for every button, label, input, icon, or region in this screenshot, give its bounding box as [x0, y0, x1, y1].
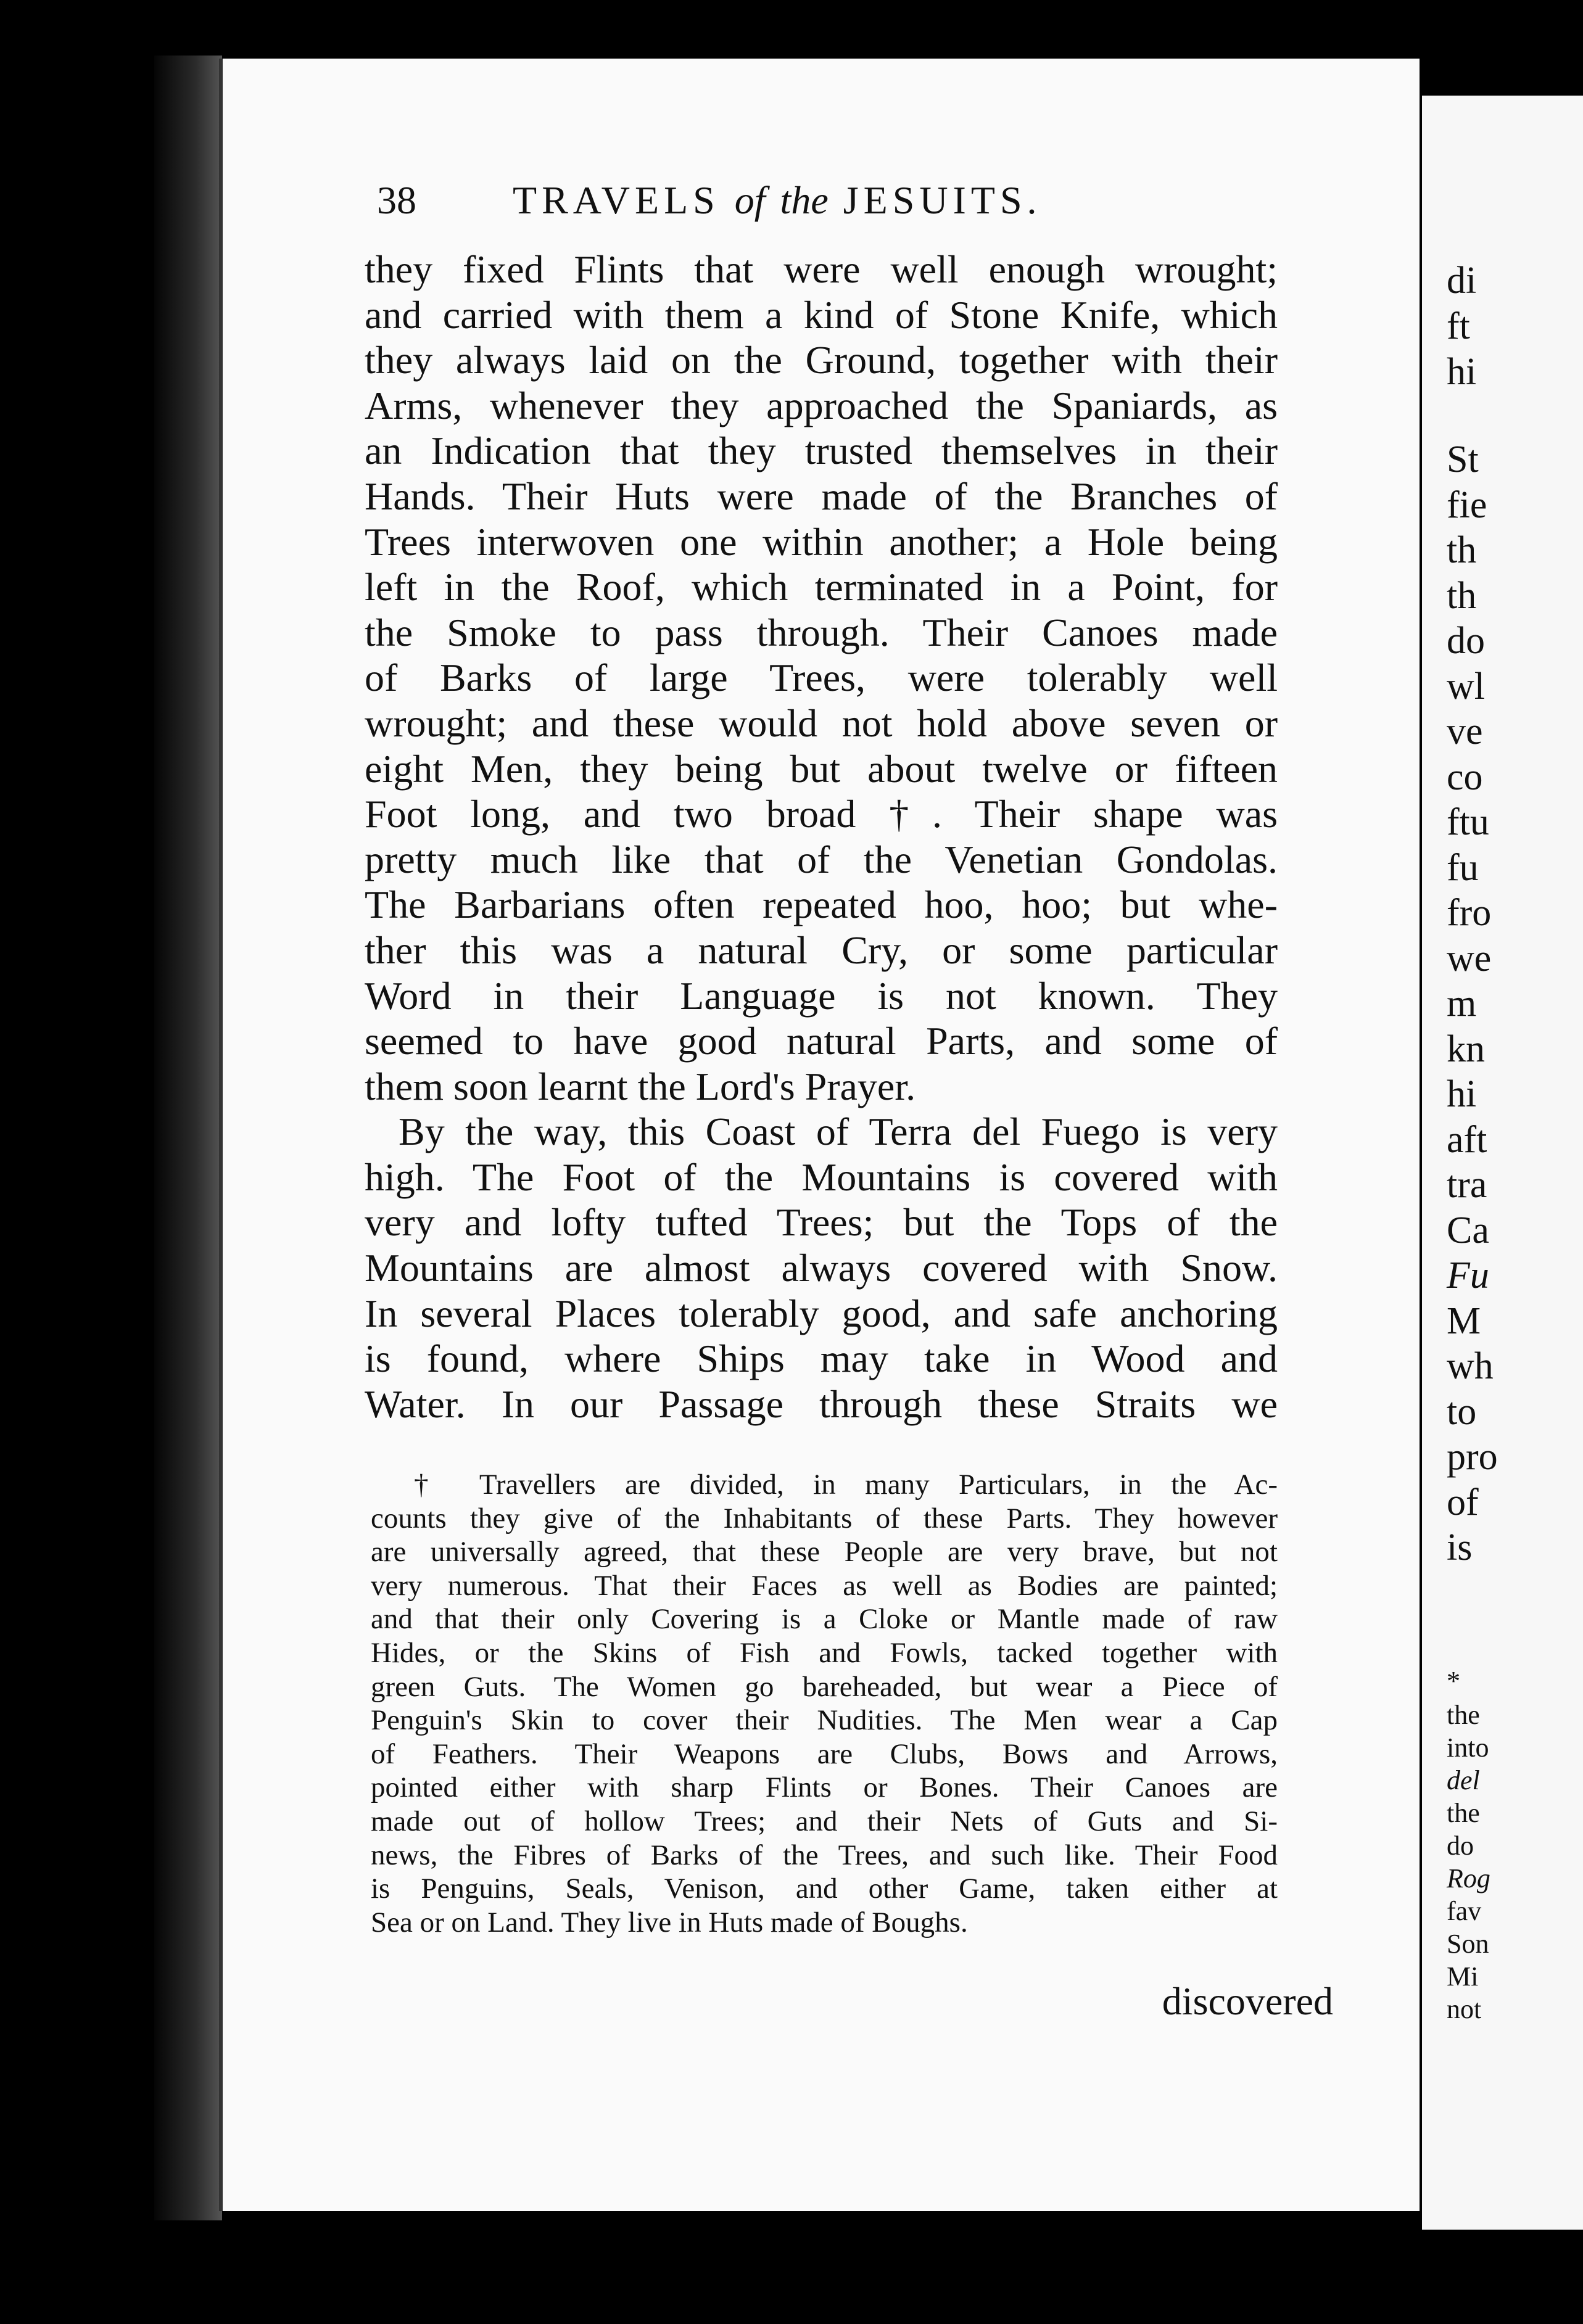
right-page-fragment: the	[1447, 1700, 1480, 1730]
footnote-line: is Penguins, Seals, Venison, and other Game, taken either at	[371, 1873, 1278, 1905]
body-line: very and lofty tufted Trees; but the Tops of the	[365, 1200, 1278, 1245]
body-line: they fixed Flints that were well enough wrought;	[365, 247, 1278, 291]
body-line: wrought; and these would not hold above seven or	[365, 701, 1278, 745]
footnote-line: † Travellers are divided, in many Particulars, in the Ac-	[414, 1469, 1278, 1501]
body-line: they always laid on the Ground, together with their	[365, 338, 1278, 382]
body-line: them soon learnt the Lord's Prayer.	[365, 1064, 916, 1108]
right-page-fragment: Fu	[1447, 1255, 1489, 1296]
right-page-fragment: ve	[1447, 711, 1483, 752]
right-page-fragment: fro	[1447, 892, 1492, 934]
right-page-fragment: wh	[1447, 1345, 1494, 1387]
footnote-line: news, the Fibres of Barks of the Trees, and such like. Their Food	[371, 1839, 1278, 1871]
body-line: eight Men, they being but about twelve or fifteen	[365, 746, 1278, 791]
body-line: and carried with them a kind of Stone Knife, which	[365, 292, 1278, 337]
right-page-fragment: fav	[1447, 1896, 1482, 1926]
body-line: high. The Foot of the Mountains is covered with	[365, 1155, 1278, 1199]
right-page-fragment: fu	[1447, 846, 1479, 889]
running-header	[377, 170, 1339, 237]
running-title	[513, 170, 1042, 231]
right-page-fragment: Rog	[1447, 1863, 1490, 1893]
footnote-line: Sea or on Land. They live in Huts made of Boughs.	[371, 1906, 968, 1939]
body-line: Foot long, and two broad †. Their shape was	[365, 792, 1278, 836]
running-title-the: the	[780, 178, 829, 222]
book-binding-edge	[154, 56, 222, 2220]
right-page-fragment: del	[1447, 1765, 1480, 1795]
right-page-fragment: th	[1447, 574, 1477, 617]
right-page-fragment: to	[1447, 1390, 1477, 1433]
catchword: discovered	[1162, 1979, 1333, 2023]
body-line: is found, where Ships may take in Wood and	[365, 1337, 1278, 1381]
body-line: ther this was a natural Cry, or some particular	[365, 928, 1278, 972]
right-page-fragment: Son	[1447, 1929, 1489, 1959]
running-title-main: TRAVELS	[513, 178, 720, 222]
right-page-fragment: kn	[1447, 1028, 1485, 1070]
body-line: of Barks of large Trees, were tolerably well	[365, 656, 1278, 700]
body-line: Word in their Language is not known. They	[365, 973, 1278, 1018]
right-page-fragment: do	[1447, 620, 1485, 662]
right-page-fragment: aft	[1447, 1118, 1487, 1161]
right-page-fragment: hi	[1447, 1073, 1477, 1115]
footnote-line: Hides, or the Skins of Fish and Fowls, tacked together with	[371, 1636, 1278, 1669]
right-page-fragment: ft	[1447, 305, 1470, 347]
body-line: seemed to have good natural Parts, and some of	[365, 1019, 1278, 1063]
right-page-fragment: Mi	[1447, 1961, 1479, 1992]
right-page-fragment: the	[1447, 1798, 1480, 1828]
body-line: Hands. Their Huts were made of the Branches of	[365, 474, 1278, 518]
body-line: an Indication that they trusted themselves in their	[365, 429, 1278, 473]
right-page-fragment: wl	[1447, 665, 1485, 707]
body-line: Arms, whenever they approached the Spaniards, as	[365, 383, 1278, 427]
footnote-line: of Feathers. Their Weapons are Clubs, Bows and Arrows,	[371, 1737, 1278, 1770]
right-page-fragment: di	[1447, 260, 1477, 302]
footnote-line: green Guts. The Women go bareheaded, but wear a Piece of	[371, 1670, 1278, 1703]
right-page-fragment: of	[1447, 1481, 1479, 1523]
body-line: Mountains are almost always covered with Snow.	[365, 1246, 1278, 1290]
right-page-fragment: co	[1447, 756, 1483, 798]
right-page-fragment: Ca	[1447, 1209, 1489, 1251]
body-line: By the way, this Coast of Terra del Fuego is very	[399, 1110, 1278, 1154]
body-line: In several Places tolerably good, and safe anchoring	[365, 1291, 1278, 1335]
right-page-fragment: hi	[1447, 351, 1477, 393]
right-page-fragment: *	[1447, 1666, 1460, 1696]
footnote-line: Penguin's Skin to cover their Nudities. The Men wear a Cap	[371, 1704, 1278, 1737]
right-page-fragment: fie	[1447, 484, 1487, 526]
footnote-line: made out of hollow Trees; and their Nets of Guts and Si-	[371, 1805, 1278, 1837]
body-line: The Barbarians often repeated hoo, hoo; but whe-	[365, 883, 1278, 927]
body-line: Water. In our Passage through these Straits we	[365, 1382, 1278, 1426]
footnote-line: are universally agreed, that these People are very brave, but not	[371, 1536, 1278, 1568]
right-page-fragment: th	[1447, 529, 1477, 571]
right-page-fragment: we	[1447, 937, 1492, 979]
right-page-fragment: not	[1447, 1994, 1482, 2024]
right-page-fragment: St	[1447, 439, 1479, 480]
right-page-edge	[1422, 96, 1583, 2230]
body-line: pretty much like that of the Venetian Gondolas.	[365, 837, 1278, 881]
running-title-end: JESUITS.	[843, 178, 1042, 222]
body-line: the Smoke to pass through. Their Canoes made	[365, 610, 1278, 654]
right-page-fragment: pro	[1447, 1436, 1498, 1478]
right-page-fragment: ftu	[1447, 801, 1489, 843]
right-page-fragment: do	[1447, 1831, 1474, 1861]
footnote-line: and that their only Covering is a Cloke or Mantle made of raw	[371, 1603, 1278, 1636]
footnote-line: pointed either with sharp Flints or Bones. Their Canoes are	[371, 1771, 1278, 1804]
footnote-line: very numerous. That their Faces as well as Bodies are painted;	[371, 1569, 1278, 1602]
body-line: Trees interwoven one within another; a Hole being	[365, 519, 1278, 564]
right-page-fragment: M	[1447, 1300, 1481, 1342]
right-page-fragment: into	[1447, 1733, 1489, 1763]
right-page-fragment: tra	[1447, 1164, 1487, 1206]
running-title-of: of	[734, 178, 766, 222]
body-text	[365, 247, 1278, 1427]
right-page-fragment: is	[1447, 1527, 1473, 1568]
page-number: 38	[377, 178, 416, 222]
right-page-fragment: m	[1447, 983, 1477, 1024]
footnote-line: counts they give of the Inhabitants of these Parts. They however	[371, 1502, 1278, 1535]
footnote	[371, 1468, 1278, 1939]
left-page	[219, 59, 1420, 2211]
body-line: left in the Roof, which terminated in a Point, for	[365, 565, 1278, 609]
